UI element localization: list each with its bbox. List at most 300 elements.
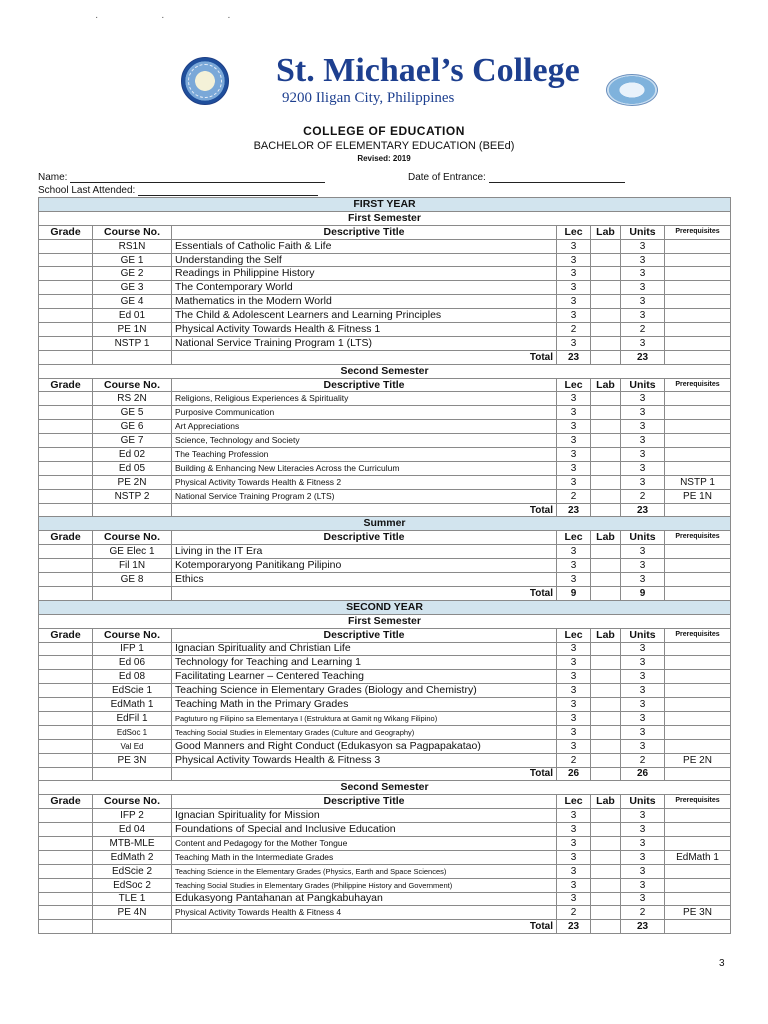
prerequisites-cell [665, 698, 731, 712]
date-of-entrance-field [408, 172, 625, 183]
prerequisites-cell: PE 2N [665, 753, 731, 767]
descriptive-title-cell: Facilitating Learner – Centered Teaching [172, 670, 557, 684]
course-no-header: Course No. [93, 378, 172, 392]
units-cell: 3 [621, 448, 665, 462]
course-no-cell: Ed 04 [93, 823, 172, 837]
total-units: 23 [621, 350, 665, 364]
course-no-cell: NSTP 2 [93, 489, 172, 503]
course-no-cell: Fil 1N [93, 559, 172, 573]
prerequisites-cell [665, 670, 731, 684]
grade-cell [39, 448, 93, 462]
lec-cell: 3 [557, 434, 591, 448]
course-no-cell [93, 586, 172, 600]
course-no-cell: PE 3N [93, 753, 172, 767]
course-row [39, 281, 731, 295]
grade-cell [39, 920, 93, 934]
lab-cell [591, 461, 621, 475]
lec-header: Lec [557, 628, 591, 642]
page-number: 3 [719, 958, 725, 969]
term-heading-row [39, 517, 731, 531]
lab-cell [591, 448, 621, 462]
total-row [39, 920, 731, 934]
descriptive-title-header: Descriptive Title [172, 225, 557, 239]
lec-cell: 3 [557, 642, 591, 656]
prerequisites-cell [665, 573, 731, 587]
lab-cell [591, 475, 621, 489]
year-heading: SECOND YEAR [39, 600, 731, 614]
total-prereq [665, 503, 731, 517]
course-no-cell: NSTP 1 [93, 336, 172, 350]
lec-cell: 3 [557, 823, 591, 837]
lec-cell: 3 [557, 253, 591, 267]
total-label: Total [172, 350, 557, 364]
lab-cell [591, 406, 621, 420]
grade-cell [39, 850, 93, 864]
lec-cell: 3 [557, 670, 591, 684]
lab-cell [591, 725, 621, 739]
year-heading: FIRST YEAR [39, 198, 731, 212]
course-no-cell: Ed 01 [93, 309, 172, 323]
prerequisites-cell [665, 295, 731, 309]
prerequisites-cell [665, 434, 731, 448]
name-label: Name: [38, 172, 68, 183]
descriptive-title-cell: Understanding the Self [172, 253, 557, 267]
units-cell: 3 [621, 725, 665, 739]
lab-cell [591, 809, 621, 823]
units-cell: 3 [621, 878, 665, 892]
term-heading: Second Semester [39, 781, 731, 795]
lec-cell: 2 [557, 906, 591, 920]
course-no-cell: GE 6 [93, 420, 172, 434]
accreditation-seal-logo [606, 74, 658, 106]
grade-cell [39, 823, 93, 837]
grade-cell [39, 586, 93, 600]
grade-cell [39, 336, 93, 350]
year-band-row [39, 600, 731, 614]
course-row [39, 267, 731, 281]
lec-cell: 3 [557, 239, 591, 253]
grade-cell [39, 753, 93, 767]
total-label: Total [172, 503, 557, 517]
term-heading: First Semester [39, 211, 731, 225]
lec-cell: 3 [557, 850, 591, 864]
units-cell: 3 [621, 670, 665, 684]
lec-cell: 3 [557, 559, 591, 573]
grade-cell [39, 503, 93, 517]
course-row [39, 670, 731, 684]
grade-cell [39, 239, 93, 253]
units-header: Units [621, 628, 665, 642]
course-row [39, 739, 731, 753]
units-cell: 2 [621, 906, 665, 920]
course-row [39, 392, 731, 406]
units-cell: 3 [621, 850, 665, 864]
lab-cell [591, 642, 621, 656]
course-row [39, 406, 731, 420]
column-header-row [39, 378, 731, 392]
prerequisites-cell [665, 559, 731, 573]
descriptive-title-header: Descriptive Title [172, 628, 557, 642]
prerequisites-cell [665, 239, 731, 253]
lab-cell [591, 392, 621, 406]
lab-header: Lab [591, 378, 621, 392]
descriptive-title-cell: Building & Enhancing New Literacies Across the Curriculum [172, 461, 557, 475]
descriptive-title-cell: Technology for Teaching and Learning 1 [172, 656, 557, 670]
college-name: St. Michael’s College [276, 52, 580, 89]
prerequisites-cell [665, 336, 731, 350]
total-label: Total [172, 586, 557, 600]
prerequisites-cell [665, 406, 731, 420]
document-titles [0, 124, 768, 163]
prerequisites-cell [665, 823, 731, 837]
course-no-cell: IFP 1 [93, 642, 172, 656]
college-seal-logo [181, 57, 229, 105]
department-title: COLLEGE OF EDUCATION [303, 124, 465, 138]
lec-cell: 3 [557, 711, 591, 725]
lec-cell: 3 [557, 573, 591, 587]
units-cell: 3 [621, 309, 665, 323]
units-cell: 3 [621, 392, 665, 406]
course-no-header: Course No. [93, 628, 172, 642]
descriptive-title-cell: Ethics [172, 573, 557, 587]
descriptive-title-cell: Teaching Math in the Intermediate Grades [172, 850, 557, 864]
total-prereq [665, 350, 731, 364]
column-header-row [39, 531, 731, 545]
lec-cell: 3 [557, 725, 591, 739]
descriptive-title-cell: The Child & Adolescent Learners and Learning Principles [172, 309, 557, 323]
course-row [39, 545, 731, 559]
lab-cell [591, 698, 621, 712]
course-row [39, 239, 731, 253]
lec-cell: 3 [557, 420, 591, 434]
school-last-attended-field [38, 185, 318, 196]
course-no-cell: PE 2N [93, 475, 172, 489]
lec-cell: 2 [557, 753, 591, 767]
lec-cell: 3 [557, 878, 591, 892]
course-row [39, 434, 731, 448]
grade-cell [39, 350, 93, 364]
course-no-header: Course No. [93, 531, 172, 545]
term-heading-row [39, 614, 731, 628]
course-no-cell: PE 4N [93, 906, 172, 920]
units-cell: 3 [621, 892, 665, 906]
grade-cell [39, 434, 93, 448]
units-cell: 3 [621, 823, 665, 837]
descriptive-title-cell: Good Manners and Right Conduct (Edukasyon sa Pagpapakatao) [172, 739, 557, 753]
column-header-row [39, 628, 731, 642]
descriptive-title-cell: National Service Training Program 1 (LTS) [172, 336, 557, 350]
lab-cell [591, 906, 621, 920]
course-no-cell: GE 5 [93, 406, 172, 420]
course-no-cell: EdSoc 1 [93, 725, 172, 739]
course-no-cell: EdMath 2 [93, 850, 172, 864]
lec-cell: 3 [557, 295, 591, 309]
lab-cell [591, 823, 621, 837]
lec-cell: 3 [557, 545, 591, 559]
college-address: 9200 Iligan City, Philippines [282, 90, 455, 106]
grade-cell [39, 642, 93, 656]
grade-cell [39, 684, 93, 698]
total-lab [591, 920, 621, 934]
course-row [39, 475, 731, 489]
lec-header: Lec [557, 225, 591, 239]
grade-cell [39, 809, 93, 823]
lab-cell [591, 420, 621, 434]
course-row [39, 725, 731, 739]
descriptive-title-cell: The Contemporary World [172, 281, 557, 295]
course-row [39, 836, 731, 850]
date-of-entrance-blank[interactable] [489, 173, 625, 183]
descriptive-title-cell: Ignacian Spirituality for Mission [172, 809, 557, 823]
units-cell: 2 [621, 489, 665, 503]
total-lab [591, 586, 621, 600]
total-prereq [665, 586, 731, 600]
grade-header: Grade [39, 628, 93, 642]
lec-header: Lec [557, 795, 591, 809]
prerequisites-header: Prerequisites [665, 225, 731, 239]
grade-cell [39, 656, 93, 670]
course-no-cell [93, 503, 172, 517]
lec-header: Lec [557, 531, 591, 545]
course-no-cell: EdMath 1 [93, 698, 172, 712]
units-cell: 3 [621, 559, 665, 573]
lab-cell [591, 711, 621, 725]
course-row [39, 309, 731, 323]
term-heading-row [39, 211, 731, 225]
course-row [39, 906, 731, 920]
total-lab [591, 767, 621, 781]
lec-cell: 3 [557, 267, 591, 281]
course-no-cell: GE 7 [93, 434, 172, 448]
units-cell: 3 [621, 573, 665, 587]
program-title: BACHELOR OF ELEMENTARY EDUCATION (BEEd) [253, 140, 515, 152]
descriptive-title-cell: Teaching Science in Elementary Grades (Biology and Chemistry) [172, 684, 557, 698]
prerequisites-cell [665, 725, 731, 739]
lec-header: Lec [557, 378, 591, 392]
course-row [39, 489, 731, 503]
descriptive-title-cell: Readings in Philippine History [172, 267, 557, 281]
scan-specks: · · · [95, 12, 261, 23]
curriculum-table [38, 197, 731, 934]
course-row [39, 850, 731, 864]
total-label: Total [172, 920, 557, 934]
course-no-cell: TLE 1 [93, 892, 172, 906]
course-no-cell: EdScie 1 [93, 684, 172, 698]
course-row [39, 684, 731, 698]
lec-cell: 3 [557, 475, 591, 489]
descriptive-title-cell: Teaching Math in the Primary Grades [172, 698, 557, 712]
grade-cell [39, 392, 93, 406]
course-row [39, 295, 731, 309]
descriptive-title-cell: Physical Activity Towards Health & Fitness 4 [172, 906, 557, 920]
course-row [39, 753, 731, 767]
prerequisites-cell [665, 684, 731, 698]
lab-cell [591, 739, 621, 753]
grade-header: Grade [39, 378, 93, 392]
total-lec: 23 [557, 503, 591, 517]
descriptive-title-cell: Pagtuturo ng Filipino sa Elementarya I (Estruktura at Gamit ng Wikang Filipino) [172, 711, 557, 725]
lab-cell [591, 753, 621, 767]
lab-cell [591, 850, 621, 864]
prerequisites-header: Prerequisites [665, 531, 731, 545]
date-of-entrance-label: Date of Entrance: [408, 172, 486, 183]
course-no-cell: EdSoc 2 [93, 878, 172, 892]
course-no-cell: Ed 02 [93, 448, 172, 462]
grade-cell [39, 309, 93, 323]
prerequisites-cell [665, 864, 731, 878]
grade-cell [39, 267, 93, 281]
grade-cell [39, 878, 93, 892]
prerequisites-cell: PE 1N [665, 489, 731, 503]
prerequisites-header: Prerequisites [665, 795, 731, 809]
course-row [39, 448, 731, 462]
units-cell: 3 [621, 295, 665, 309]
lec-cell: 3 [557, 684, 591, 698]
lab-cell [591, 434, 621, 448]
course-row [39, 461, 731, 475]
course-no-cell [93, 920, 172, 934]
prerequisites-cell [665, 253, 731, 267]
course-no-cell: GE 3 [93, 281, 172, 295]
course-no-cell: PE 1N [93, 323, 172, 337]
lab-header: Lab [591, 531, 621, 545]
course-row [39, 642, 731, 656]
course-no-cell: Ed 05 [93, 461, 172, 475]
lab-cell [591, 253, 621, 267]
units-cell: 2 [621, 753, 665, 767]
lec-cell: 3 [557, 406, 591, 420]
lab-header: Lab [591, 795, 621, 809]
descriptive-title-cell: Science, Technology and Society [172, 434, 557, 448]
course-no-cell: GE 1 [93, 253, 172, 267]
course-no-cell: Val Ed [93, 739, 172, 753]
column-header-row [39, 795, 731, 809]
descriptive-title-cell: Religions, Religious Experiences & Spirituality [172, 392, 557, 406]
lec-cell: 3 [557, 392, 591, 406]
units-cell: 3 [621, 239, 665, 253]
lab-cell [591, 309, 621, 323]
units-cell: 3 [621, 698, 665, 712]
course-no-cell: Ed 08 [93, 670, 172, 684]
grade-cell [39, 892, 93, 906]
term-heading: First Semester [39, 614, 731, 628]
term-heading-row [39, 364, 731, 378]
school-last-attended-label: School Last Attended: [38, 185, 136, 196]
total-prereq [665, 767, 731, 781]
prerequisites-cell: NSTP 1 [665, 475, 731, 489]
term-heading: Summer [39, 517, 731, 531]
prerequisites-header: Prerequisites [665, 628, 731, 642]
grade-cell [39, 836, 93, 850]
units-header: Units [621, 378, 665, 392]
lab-cell [591, 295, 621, 309]
course-row [39, 878, 731, 892]
units-cell: 3 [621, 406, 665, 420]
lec-cell: 3 [557, 448, 591, 462]
units-cell: 3 [621, 420, 665, 434]
descriptive-title-header: Descriptive Title [172, 531, 557, 545]
course-row [39, 864, 731, 878]
lec-cell: 3 [557, 281, 591, 295]
total-row [39, 767, 731, 781]
term-heading: Second Semester [39, 364, 731, 378]
prerequisites-cell [665, 545, 731, 559]
descriptive-title-cell: Teaching Social Studies in Elementary Grades (Culture and Geography) [172, 725, 557, 739]
descriptive-title-cell: Mathematics in the Modern World [172, 295, 557, 309]
prerequisites-cell [665, 448, 731, 462]
total-lec: 26 [557, 767, 591, 781]
descriptive-title-cell: National Service Training Program 2 (LTS) [172, 489, 557, 503]
course-row [39, 336, 731, 350]
course-row [39, 809, 731, 823]
lab-cell [591, 489, 621, 503]
descriptive-title-cell: Purposive Communication [172, 406, 557, 420]
prerequisites-cell [665, 281, 731, 295]
grade-cell [39, 281, 93, 295]
grade-cell [39, 698, 93, 712]
units-cell: 3 [621, 253, 665, 267]
grade-cell [39, 420, 93, 434]
lec-cell: 3 [557, 336, 591, 350]
grade-cell [39, 489, 93, 503]
descriptive-title-cell: Art Appreciations [172, 420, 557, 434]
lab-cell [591, 281, 621, 295]
total-units: 23 [621, 920, 665, 934]
prerequisites-cell [665, 739, 731, 753]
grade-cell [39, 725, 93, 739]
units-header: Units [621, 795, 665, 809]
course-row [39, 656, 731, 670]
name-blank[interactable] [70, 173, 325, 183]
name-field [38, 172, 325, 183]
total-row [39, 350, 731, 364]
grade-header: Grade [39, 795, 93, 809]
term-heading-row [39, 781, 731, 795]
lab-cell [591, 336, 621, 350]
prerequisites-cell [665, 461, 731, 475]
course-no-cell [93, 350, 172, 364]
course-no-header: Course No. [93, 225, 172, 239]
lec-cell: 2 [557, 323, 591, 337]
total-prereq [665, 920, 731, 934]
prerequisites-cell [665, 656, 731, 670]
lec-cell: 3 [557, 309, 591, 323]
prerequisites-cell [665, 309, 731, 323]
grade-cell [39, 864, 93, 878]
prerequisites-cell [665, 392, 731, 406]
units-cell: 3 [621, 267, 665, 281]
lab-cell [591, 892, 621, 906]
descriptive-title-cell: Teaching Science in the Elementary Grades (Physics, Earth and Space Sciences) [172, 864, 557, 878]
units-cell: 3 [621, 836, 665, 850]
total-lab [591, 503, 621, 517]
descriptive-title-cell: Kotemporaryong Panitikang Pilipino [172, 559, 557, 573]
prerequisites-cell [665, 878, 731, 892]
grade-cell [39, 406, 93, 420]
total-row [39, 503, 731, 517]
course-row [39, 559, 731, 573]
grade-cell [39, 739, 93, 753]
grade-cell [39, 253, 93, 267]
grade-cell [39, 475, 93, 489]
descriptive-title-cell: Physical Activity Towards Health & Fitness 3 [172, 753, 557, 767]
units-cell: 3 [621, 434, 665, 448]
grade-cell [39, 906, 93, 920]
course-no-cell: GE Elec 1 [93, 545, 172, 559]
school-last-attended-blank[interactable] [138, 186, 318, 196]
prerequisites-cell: PE 3N [665, 906, 731, 920]
lec-cell: 3 [557, 892, 591, 906]
